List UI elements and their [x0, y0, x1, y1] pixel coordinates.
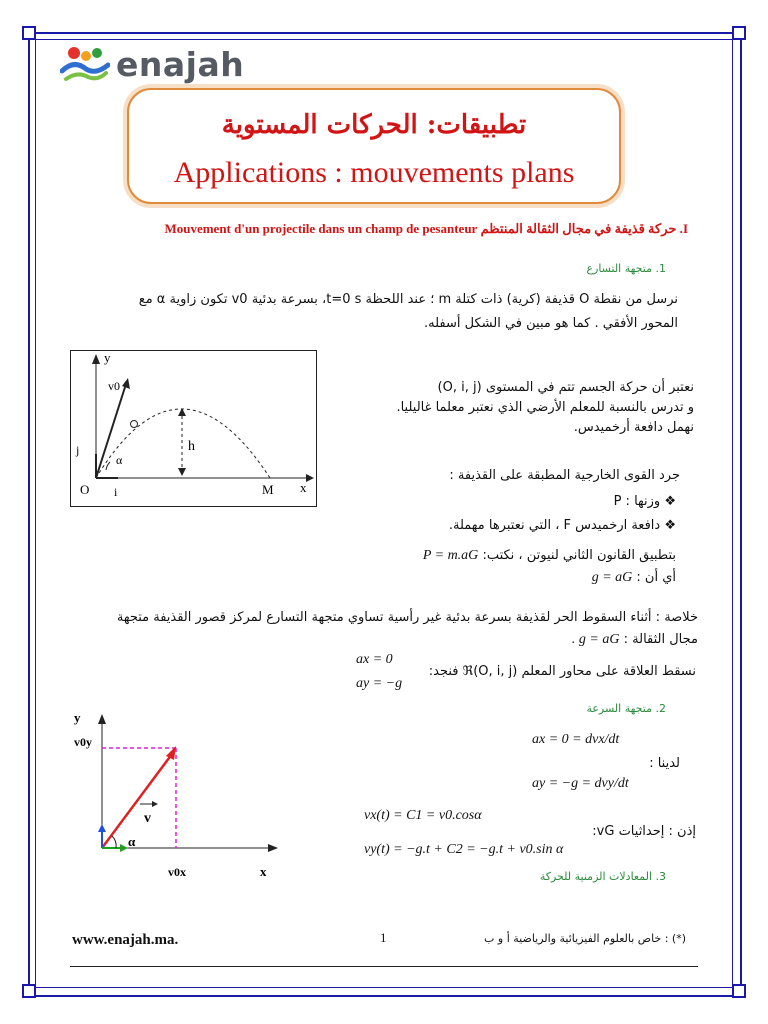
subsection-2-heading: 2. متجهة السرعة — [586, 702, 666, 715]
enajah-logo — [60, 42, 244, 86]
title-arabic: تطبيقات: الحركات المستوية — [221, 110, 527, 140]
frame-corner — [22, 984, 36, 998]
conclusion-equation: g = aG . — [571, 632, 620, 647]
frame-corner — [732, 984, 746, 998]
acceleration-equality-text: أي أن : — [636, 570, 676, 585]
fig1-h-label: h — [188, 439, 195, 454]
velocity-ax-equation: ax = 0 = dvx/dt — [532, 732, 620, 747]
projection-ay: ay = −g — [356, 676, 403, 691]
frame-corner — [732, 26, 746, 40]
conclusion-line-1: خلاصة : أثناء السقوط الحر لقذيفة بسرعة بدئية غير رأسية تساوي متجهة التسارع لمركز قصور القذيفة متجهة — [116, 610, 698, 625]
velocity-idhan: إذن : إحداثيات vG: — [592, 824, 696, 839]
fig1-alpha-label: α — [116, 453, 123, 467]
projectile-trajectory-figure — [70, 350, 318, 508]
title-french: Applications : mouvements plans — [173, 156, 575, 189]
newton-law-line — [340, 546, 676, 566]
velocity-vx-equation: vx(t) = C1 = v0.cosα — [364, 808, 482, 823]
newton-law-text: بتطبيق القانون الثاني لنيوتن ، نكتب: — [482, 548, 676, 563]
fig2-alpha-label: α — [128, 834, 136, 849]
footer-divider — [70, 966, 698, 967]
fig2-x-label: x — [260, 864, 267, 879]
fig1-j-label: j — [76, 443, 80, 457]
logo-text: enajah — [116, 44, 245, 84]
intro-line-2: المحور الأفقي . كما هو مبين في الشكل أسفله. — [424, 316, 678, 331]
subsection-1-heading: 1. متجهة التسارع — [586, 262, 666, 275]
footer-page-number: 1 — [380, 930, 387, 945]
frame-corner — [22, 26, 36, 40]
fig1-origin-label: O — [80, 482, 90, 497]
fig2-v-label: v — [144, 811, 151, 826]
force-weight-text: وزنها : P — [613, 494, 661, 509]
footer-url[interactable]: www.enajah.ma. — [72, 932, 179, 948]
velocity-components-figure — [70, 708, 300, 886]
assumption-line-1: نعتبر أن حركة الجسم تتم في المستوى (O, i, j) — [437, 380, 694, 395]
fig1-y-label: y — [104, 350, 111, 365]
velocity-vy-equation: vy(t) = −g.t + C2 = −g.t + v0.sin α — [364, 842, 564, 857]
fig1-i-label: i — [114, 485, 118, 499]
subsection-3-heading: 3. المعادلات الزمنية للحركة — [539, 870, 666, 883]
fig1-v0-label: v0 — [108, 379, 120, 393]
conclusion-line-2 — [70, 630, 698, 650]
projection-ax: ax = 0 — [356, 652, 393, 667]
conclusion-line-2-text: مجال الثقالة : — [623, 632, 698, 647]
fig2-v0x-label: v0x — [168, 865, 186, 879]
force-archimedes-text: دافعة ارخميدس F ، التي نعتبرها مهملة. — [448, 518, 661, 533]
enajah-logo-icon — [60, 45, 110, 83]
fig2-y-label: y — [74, 710, 81, 725]
section-heading: I. حركة قذيفة في مجال الثقالة المنتظم Mouvement d'un projectile dans un champ de pesanteur — [164, 221, 688, 236]
acceleration-equality-line — [340, 568, 676, 588]
footer-note: (*) : خاص بالعلوم الفيزيائية والرياضية أ و ب — [484, 932, 686, 945]
fig1-x-label: x — [300, 480, 307, 495]
assumption-line-2: و تدرس بالنسبة للمعلم الأرضي الذي نعتبر معلما غاليليا. — [396, 400, 694, 415]
fig1-M-label: M — [262, 482, 274, 497]
force-archimedes: ❖ دافعة ارخميدس F ، التي نعتبرها مهملة. — [448, 518, 676, 533]
velocity-lidayna: لدينا : — [649, 756, 680, 771]
title-box — [127, 88, 621, 204]
fig2-v0y-label: v0y — [74, 735, 92, 749]
intro-line-1: نرسل من نقطة O قذيفة (كرية) ذات كتلة m ؛ عند اللحظة t=0 s، بسرعة بدئية v0 تكون زاوية α مع — [138, 292, 678, 307]
acceleration-equality-equation: g = aG — [591, 570, 633, 585]
projection-text: نسقط العلاقة على محاور المعلم ℜ(O, i, j) فنجد: — [428, 664, 696, 679]
forces-intro: جرد القوى الخارجية المطبقة على القذيفة : — [449, 468, 680, 483]
velocity-ay-equation: ay = −g = dvy/dt — [532, 776, 629, 791]
force-weight: ❖ وزنها : P — [613, 494, 676, 509]
newton-law-equation: P = m.aG — [422, 548, 479, 563]
assumption-line-3: نهمل دافعة أرخميدس. — [573, 420, 694, 435]
